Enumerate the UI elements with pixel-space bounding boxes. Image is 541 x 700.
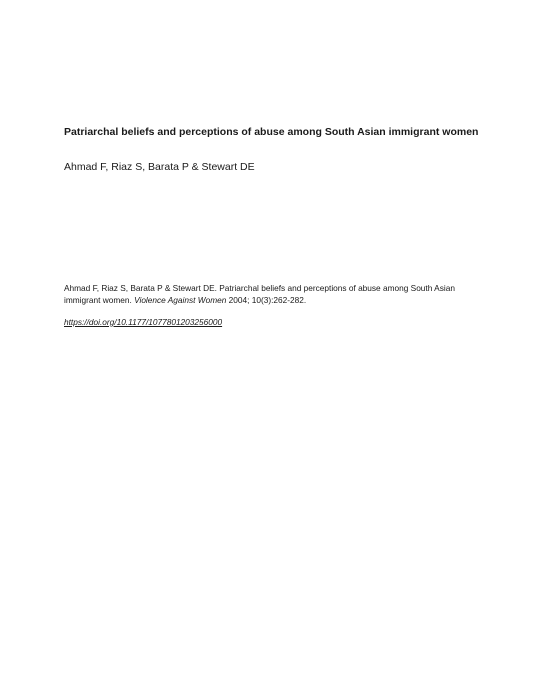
author-list: Ahmad F, Riaz S, Barata P & Stewart DE [64, 161, 255, 173]
doi-link[interactable]: https://doi.org/10.1177/1077801203256000 [64, 317, 223, 327]
document-title: Patriarchal beliefs and perceptions of abuse among South Asian immigrant women [64, 126, 479, 138]
citation-journal: Violence Against Women [134, 294, 227, 305]
citation-prefix: Ahmad F, Riaz S, Barata P & Stewart DE. Patriarchal beliefs and perceptions of abuse among South Asian immigrant women. [64, 283, 455, 305]
citation-details: 2004; 10(3):262-282. [228, 294, 307, 305]
citation [64, 283, 469, 306]
